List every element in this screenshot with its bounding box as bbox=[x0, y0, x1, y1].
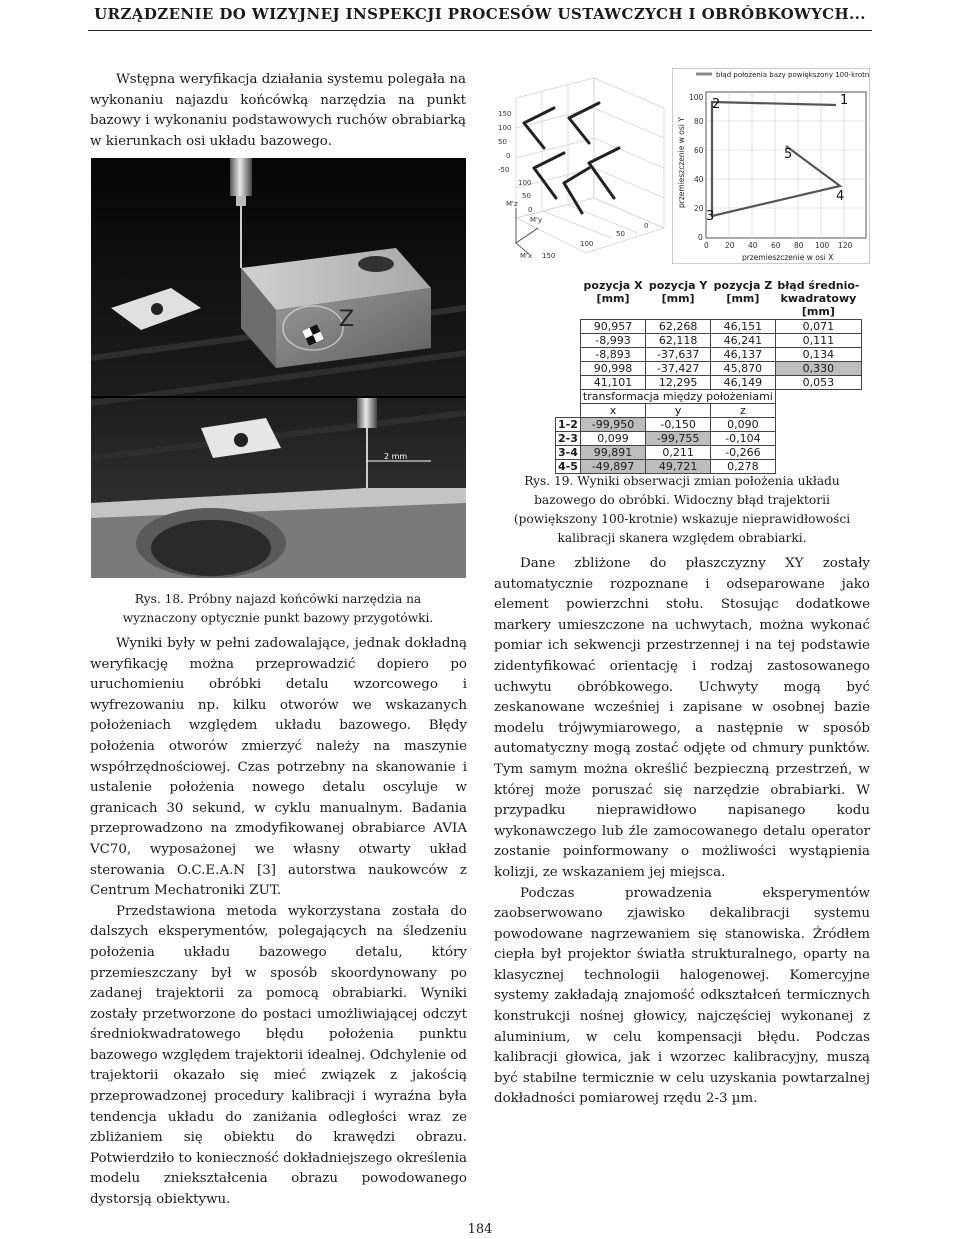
svg-text:100: 100 bbox=[815, 241, 830, 250]
svg-text:M'y: M'y bbox=[530, 216, 543, 224]
svg-text:100: 100 bbox=[518, 179, 532, 187]
marker-letter: Z bbox=[339, 307, 355, 332]
table-row: -8,993 62,118 46,241 0,111 bbox=[556, 334, 862, 348]
svg-text:4: 4 bbox=[836, 189, 845, 204]
figure-19-caption: Rys. 19. Wyniki obserwacji zmian położenia układu bazowego do obróbki. Widoczny błąd trajektorii (powiększony 100-krotnie) wskazuje nieprawidłowości kalibracji skanera względem obrabiarki. bbox=[513, 474, 851, 545]
table-row: 41,101 12,295 46,149 0,053 bbox=[556, 376, 862, 390]
svg-text:-50: -50 bbox=[498, 166, 510, 174]
scale-label: 2 mm bbox=[384, 452, 408, 461]
svg-text:0: 0 bbox=[644, 222, 649, 230]
svg-text:80: 80 bbox=[694, 117, 704, 126]
plot2d-xlabel: przemieszczenie w osi X bbox=[742, 253, 834, 262]
svg-text:5: 5 bbox=[784, 147, 793, 162]
svg-text:60: 60 bbox=[771, 241, 781, 250]
col-header: pozycja Y [mm] bbox=[648, 279, 708, 305]
svg-text:120: 120 bbox=[838, 241, 853, 250]
col-header: pozycja Z [mm] bbox=[713, 279, 773, 305]
svg-text:150: 150 bbox=[542, 252, 556, 260]
left-column-text bbox=[90, 634, 467, 1211]
left-paragraph-1: Wyniki były w pełni zadowalające, jednak dokładną weryfikację można przeprowadzić dopiero po uruchomieniu obróbki detalu wzorcowego i wyfrezowaniu np. kilku otworów we wskazanych położeniach względem układu bazowego. Błędy położenia otworów zmierzyć należy na maszynie współrzędnościowej. Czas potrzebny na skanowanie i ustalenie położenia nowego detalu oscyluje w granicach 30 sekund, w cyklu manualnym. Badania przeprowadzono na zmodyfikowanej obrabiarce AVIA VC70, wyposażonej we własny otwarty układ sterowania O.C.E.A.N [3] autorstwa naukowców z Centrum Mechatroniki ZUT. bbox=[90, 636, 467, 899]
header-rule bbox=[88, 30, 872, 31]
results-table bbox=[555, 279, 862, 474]
svg-text:0: 0 bbox=[528, 206, 533, 214]
col-header: błąd średnio- kwadratowy [mm] bbox=[777, 279, 860, 318]
photo-probe-approach bbox=[91, 158, 466, 578]
svg-text:0: 0 bbox=[506, 152, 511, 160]
svg-text:0: 0 bbox=[698, 233, 703, 242]
svg-text:M'x: M'x bbox=[520, 252, 533, 260]
transform-row: 4-5 -49,897 49,721 0,278 bbox=[556, 460, 862, 474]
figure-18-caption: Rys. 18. Próbny najazd końcówki narzędzia na wyznaczony optycznie punkt bazowy przygotówki. bbox=[122, 592, 434, 625]
transform-col-header: y bbox=[646, 404, 711, 418]
photo-illustration bbox=[91, 158, 466, 578]
svg-text:60: 60 bbox=[694, 146, 704, 155]
svg-text:50: 50 bbox=[522, 192, 531, 200]
svg-text:100: 100 bbox=[689, 93, 704, 102]
svg-text:80: 80 bbox=[794, 241, 804, 250]
svg-text:1: 1 bbox=[840, 93, 849, 108]
results-table-block bbox=[555, 279, 860, 474]
svg-text:20: 20 bbox=[694, 204, 704, 213]
svg-text:50: 50 bbox=[616, 230, 625, 238]
plot-2d-trajectory bbox=[672, 68, 870, 264]
transform-col-header: z bbox=[711, 404, 776, 418]
svg-text:40: 40 bbox=[748, 241, 758, 250]
svg-text:100: 100 bbox=[498, 124, 512, 132]
svg-text:20: 20 bbox=[725, 241, 735, 250]
svg-text:0: 0 bbox=[704, 241, 709, 250]
svg-text:M'z: M'z bbox=[506, 200, 518, 208]
right-paragraph-1: Dane zbliżone do płaszczyzny XY zostały automatycznie rozpoznane i odseparowane jako element powierzchni stołu. Stosując dodatkowe markery umieszczone na uchwytach, można wykonać pomiar ich sekwencji przestrzennej i na tej podstawie zidentyfikować orientację i rodzaj zastosowanego uchwytu obróbkowego. Uchwyty mogą być zeskanowane wcześniej i zapisane w osobnej bazie modelu trójwymiarowego, a następnie w sposób automatyczny mogą zostać odjęte od chmury punktów. Tym samym można określić bezpieczną przestrzeń, w której może poruszać się narzędzie obrabiarki. W przypadku nieprawidłowo napisanego kodu wykonawczego lub źle zamocowanego detalu operator zostanie poinformowany o możliwości wystąpienia kolizji, ze wskazaniem jej miejsca. bbox=[494, 556, 870, 880]
left-paragraph-2: Przedstawiona metoda wykorzystana została do dalszych eksperymentów, polegających na śledzeniu położenia układu bazowego detalu, który przemieszczany był w sposób skoordynowany po zadanej trajektorii za pomocą obrabiarki. Wyniki zostały przetworzone do postaci umożliwiającej odczyt średniokwadratowego błędu położenia punktu bazowego względem trajektorii idealnej. Odchylenie od trajektorii okazało się mieć związek z jakością przeprowadzonej procedury kalibracji i wyraźna była tendencja układu do zaniżania odległości wraz ze zbliżaniem się obiektu do krawędzi obrazu. Potwierdziło to konieczność dokładniejszego określenia modelu zniekształcenia obrazu powodowanego dystorsją obiektywu. bbox=[90, 903, 467, 1208]
svg-text:50: 50 bbox=[498, 138, 507, 146]
table-row: -8,893 -37,637 46,137 0,134 bbox=[556, 348, 862, 362]
svg-text:2: 2 bbox=[712, 97, 721, 112]
page-number: 184 bbox=[467, 1222, 493, 1237]
transform-title: transformacja między położeniami bbox=[580, 390, 775, 404]
table-row: 90,957 62,268 46,151 0,071 bbox=[556, 320, 862, 334]
running-header: URZĄDZENIE DO WIZYJNEJ INSPEKCJI PROCESÓW USTAWCZYCH I OBRÓBKOWYCH... bbox=[94, 5, 866, 23]
transform-row: 3-4 99,891 0,211 -0,266 bbox=[556, 446, 862, 460]
plot-3d-trajectory bbox=[494, 68, 669, 264]
svg-text:3: 3 bbox=[706, 209, 715, 224]
table-row: 90,998 -37,427 45,870 0,330 bbox=[556, 362, 862, 376]
intro-paragraph: Wstępna weryfikacja działania systemu polegała na wykonaniu najazdu końcówką narzędzia na punkt bazowy i wykonaniu podstawowych ruchów obrabiarką w kierunkach osi układu bazowego. bbox=[90, 72, 466, 149]
svg-text:40: 40 bbox=[694, 175, 704, 184]
plot2d-ylabel: przemieszczenie w osi Y bbox=[677, 117, 686, 208]
svg-text:150: 150 bbox=[498, 110, 512, 118]
transform-row: 1-2 -99,950 -0,150 0,090 bbox=[556, 418, 862, 432]
right-paragraph-2: Podczas prowadzenia eksperymentów zaobserwowano zjawisko dekalibracji systemu powodowane nagrzewaniem się stanowiska. Źródłem ciepła był projektor światła strukturalnego, oparty na klasycznej technologii halogenowej. Komercyjne systemy zakładają znajomość odkształceń termicznych konstrukcji nośnej głowicy, najczęściej wykonanej z aluminium, w celu kompensacji błędu. Podczas kalibracji głowica, jak i wzorzec kalibracyjny, muszą być stabilne termicznie w celu uzyskania powtarzalnej dokładności pomiarowej rzędu 2-3 µm. bbox=[494, 885, 870, 1107]
svg-text:100: 100 bbox=[580, 240, 594, 248]
right-column-text bbox=[494, 554, 870, 1110]
transform-col-header: x bbox=[580, 404, 645, 418]
transform-row: 2-3 0,099 -99,755 -0,104 bbox=[556, 432, 862, 446]
plot2d-legend: błąd położenia bazy powiększony 100-krotnie bbox=[716, 71, 870, 79]
col-header: pozycja X [mm] bbox=[583, 279, 643, 305]
